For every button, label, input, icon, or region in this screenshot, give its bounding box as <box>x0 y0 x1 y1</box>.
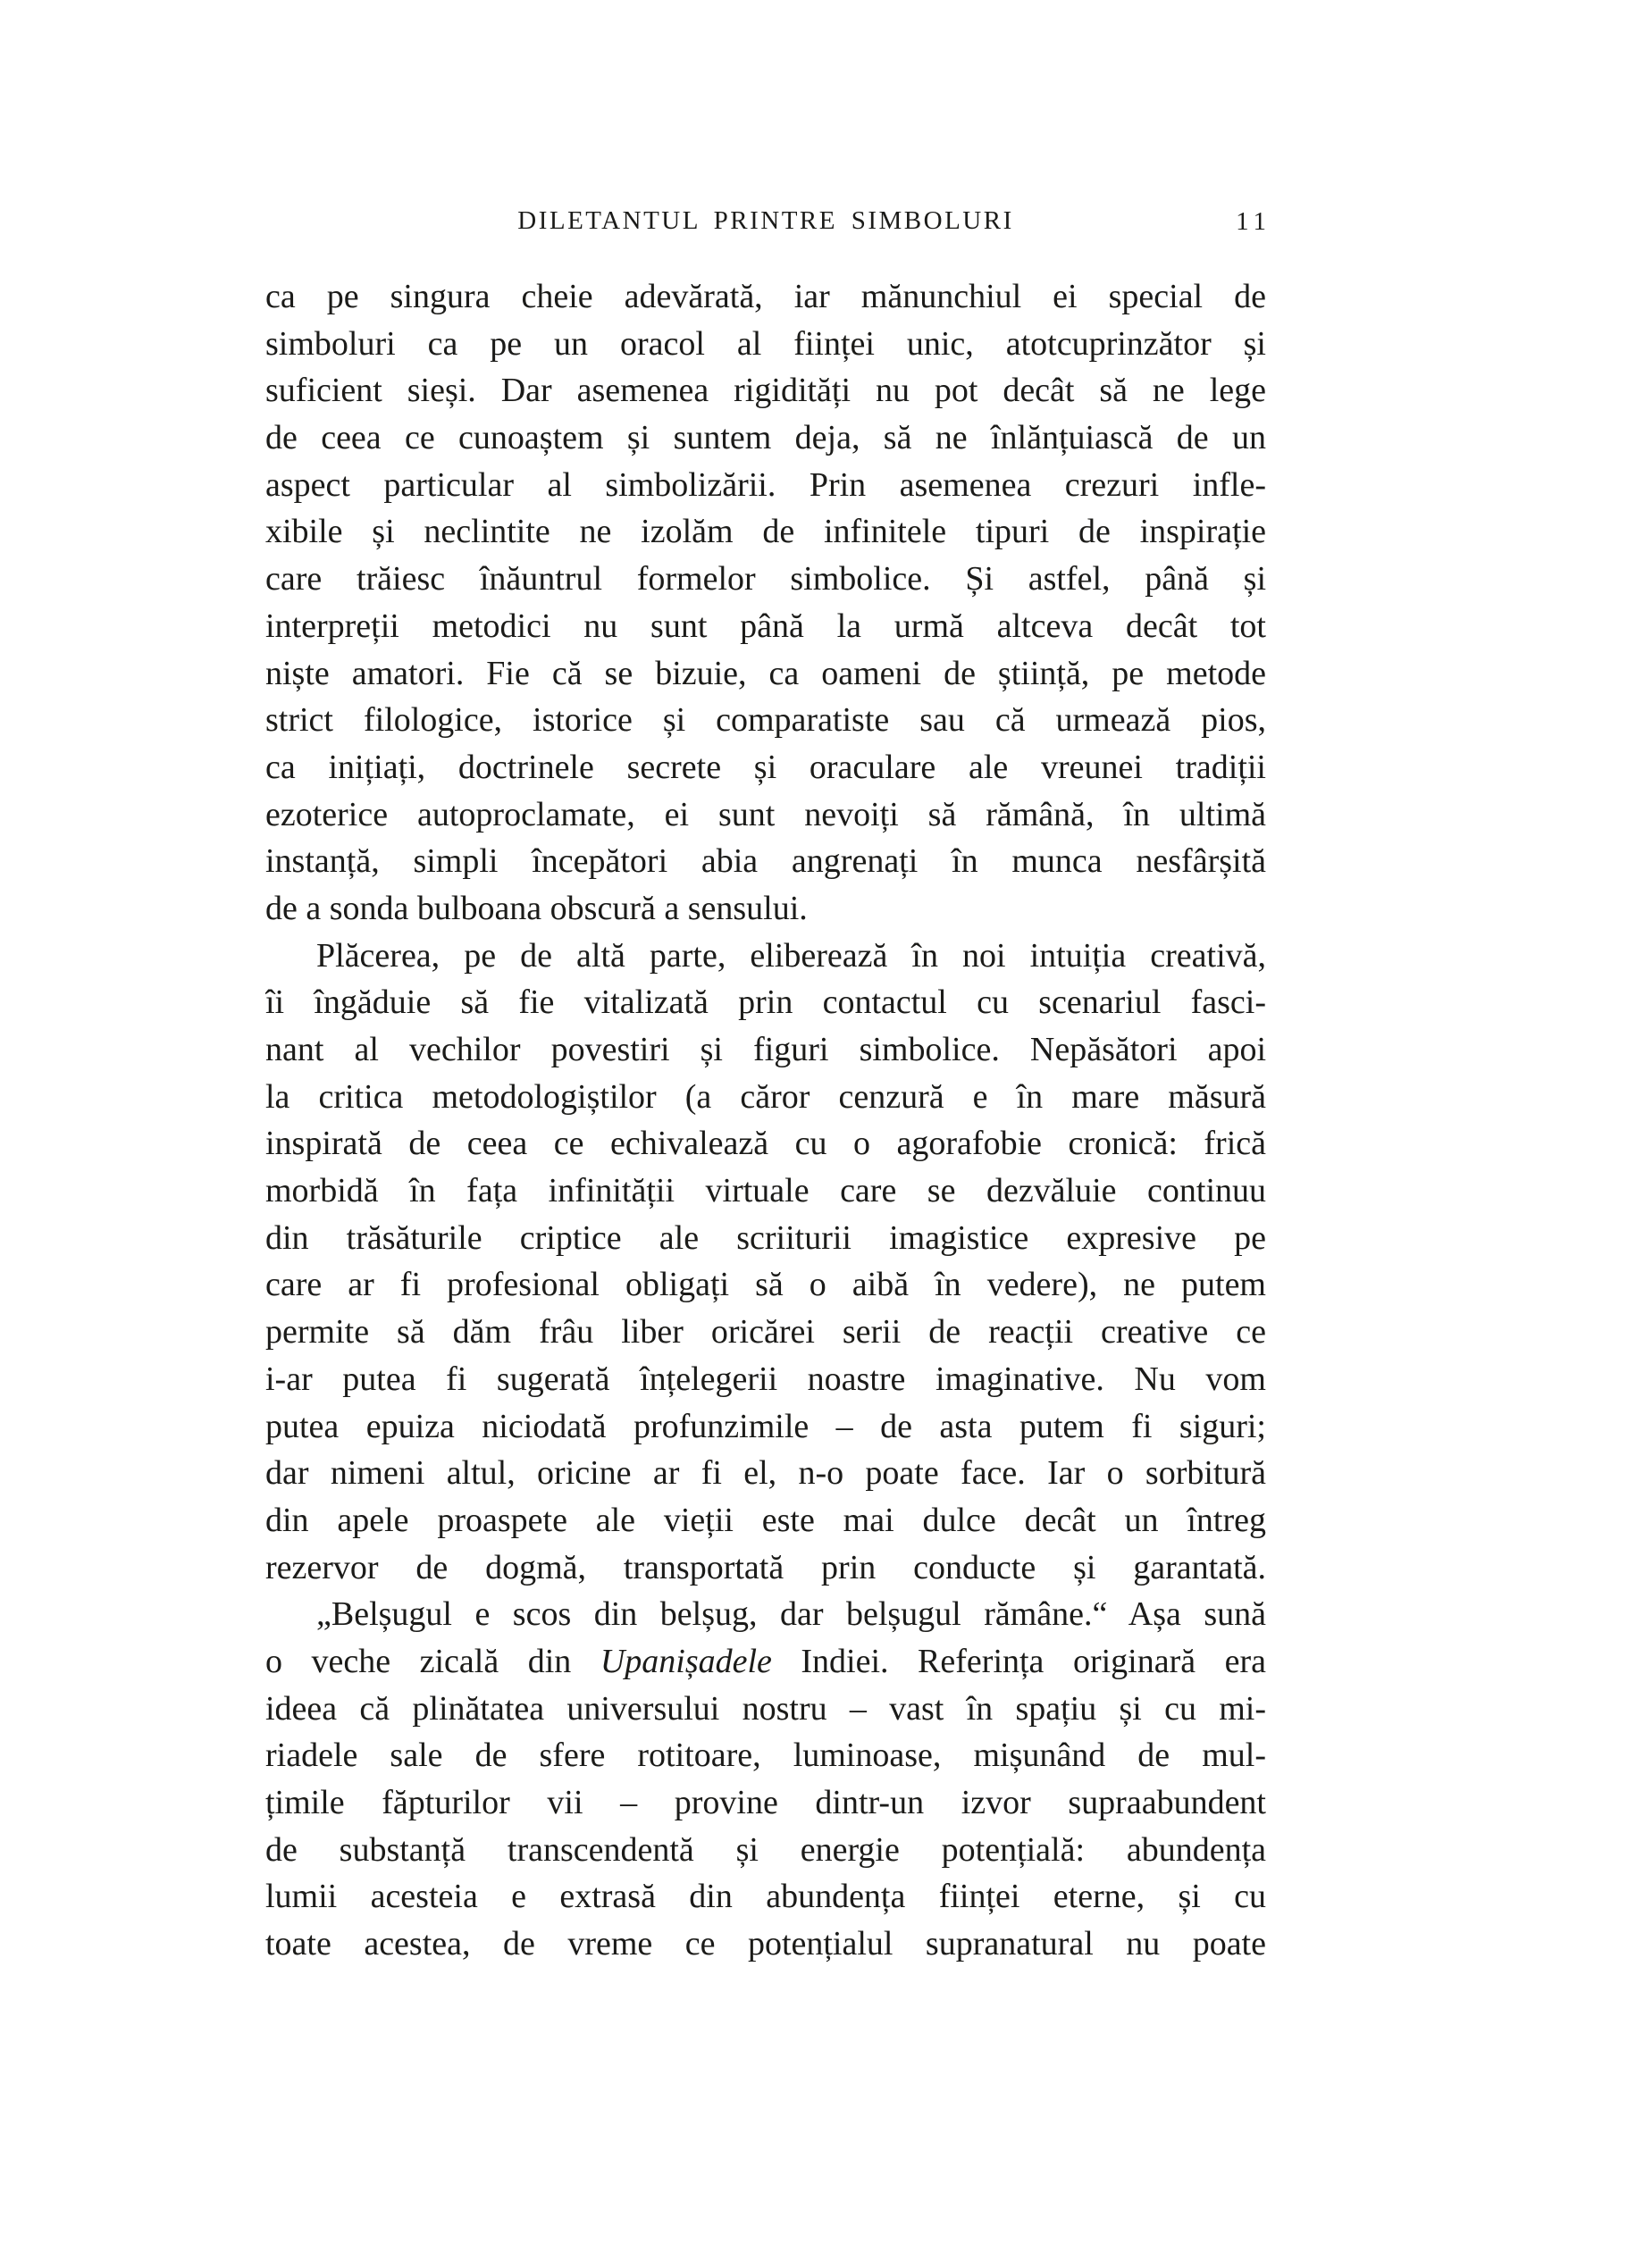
text-line: putea epuiza niciodată profunzimile – de asta putem fi siguri; <box>265 1407 1266 1445</box>
text-line: simboluri ca pe un oracol al ființei unic, atotcuprinzător și <box>265 324 1266 363</box>
text-line: la critica metodologiștilor (a căror cenzură e în mare măsură <box>265 1077 1266 1116</box>
text-line: strict filologice, istorice și comparatiste sau că urmează pios, <box>265 701 1266 740</box>
text-line: i-ar putea fi sugerată înțelegerii noastre imaginative. Nu vom <box>265 1360 1266 1398</box>
text-line: rezervor de dogmă, transportată prin conducte și garantată. <box>265 1548 1266 1586</box>
text-line: de ceea ce cunoaștem și suntem deja, să ne înlănțuiască de un <box>265 419 1266 457</box>
text-line: din apele proaspete ale vieții este mai dulce decât un întreg <box>265 1501 1266 1539</box>
text-line: țimile făpturilor vii – provine dintr-un izvor supraabundent <box>265 1784 1266 1821</box>
text-line: dar nimeni altul, oricine ar fi el, n-o poate face. Iar o sorbitură <box>265 1454 1266 1493</box>
text-line: de substanță transcendentă și energie potențială: abundența <box>265 1830 1266 1869</box>
text-run: o veche zicală din <box>265 1642 600 1680</box>
text-line: riadele sale de sfere rotitoare, luminoase, mișunând de mul- <box>265 1737 1266 1775</box>
page-number: 11 <box>1236 207 1271 236</box>
text-line: din trăsăturile criptice ale scriiturii imagistice expresive pe <box>265 1218 1266 1257</box>
text-line <box>265 1638 1266 1686</box>
text-line: permite să dăm frâu liber oricărei serii de reacții creative ce <box>265 1313 1266 1352</box>
text-line: interpreții metodici nu sunt până la urmă altceva decât tot <box>265 607 1266 645</box>
text-line: care trăiesc înăuntrul formelor simbolice. Și astfel, până și <box>265 560 1266 598</box>
text-line: ca inițiați, doctrinele secrete și oraculare ale vreunei tradiții <box>265 748 1266 786</box>
text-line: îi îngăduie să fie vitalizată prin contactul cu scenariul fasci- <box>265 983 1266 1022</box>
text-line-paragraph-start: „Belșugul e scos din belșug, dar belșugul rămâne.“ Așa sună <box>316 1595 1266 1634</box>
text-line-paragraph-start: Plăcerea, pe de altă parte, eliberează în noi intuiția creativă, <box>316 936 1266 975</box>
text-line: lumii acesteia e extrasă din abundența ființei eterne, și cu <box>265 1878 1266 1916</box>
text-line: xibile și neclintite ne izolăm de infinitele tipuri de inspirație <box>265 513 1266 551</box>
text-line: toate acestea, de vreme ce potențialul supranatural nu poate <box>265 1925 1266 1963</box>
text-line: instanță, simpli începători abia angrenați în munca nesfârșită <box>265 842 1266 881</box>
text-line: morbidă în fața infinității virtuale care se dezvăluie continuu <box>265 1172 1266 1210</box>
text-line-paragraph-end: de a sonda bulboana obscură a sensului. <box>265 889 808 927</box>
text-line: aspect particular al simbolizării. Prin asemenea crezuri infle- <box>265 465 1266 504</box>
text-line: niște amatori. Fie că se bizuie, ca oameni de știință, pe metode <box>265 654 1266 692</box>
text-run: Indiei. Referința originară era <box>771 1642 1266 1680</box>
text-line: care ar fi profesional obligați să o aibă în vedere), ne putem <box>265 1266 1266 1304</box>
book-title-italic: Upanișadele <box>600 1642 772 1680</box>
text-line: nant al vechilor povestiri și figuri simbolice. Nepăsători apoi <box>265 1031 1266 1068</box>
text-line: ca pe singura cheie adevărată, iar mănunchiul ei special de <box>265 278 1266 315</box>
running-header-title: DILETANTUL PRINTRE SIMBOLURI <box>517 206 1014 235</box>
running-header <box>265 206 1271 242</box>
text-line: ezoterice autoproclamate, ei sunt nevoiți să rămână, în ultimă <box>265 795 1266 833</box>
text-body <box>265 273 1266 1968</box>
text-line: ideea că plinătatea universului nostru – vast în spațiu și cu mi- <box>265 1689 1266 1728</box>
text-line: suficient sieși. Dar asemenea rigidități nu pot decât să ne lege <box>265 372 1266 410</box>
text-line: inspirată de ceea ce echivalează cu o agorafobie cronică: frică <box>265 1125 1266 1163</box>
